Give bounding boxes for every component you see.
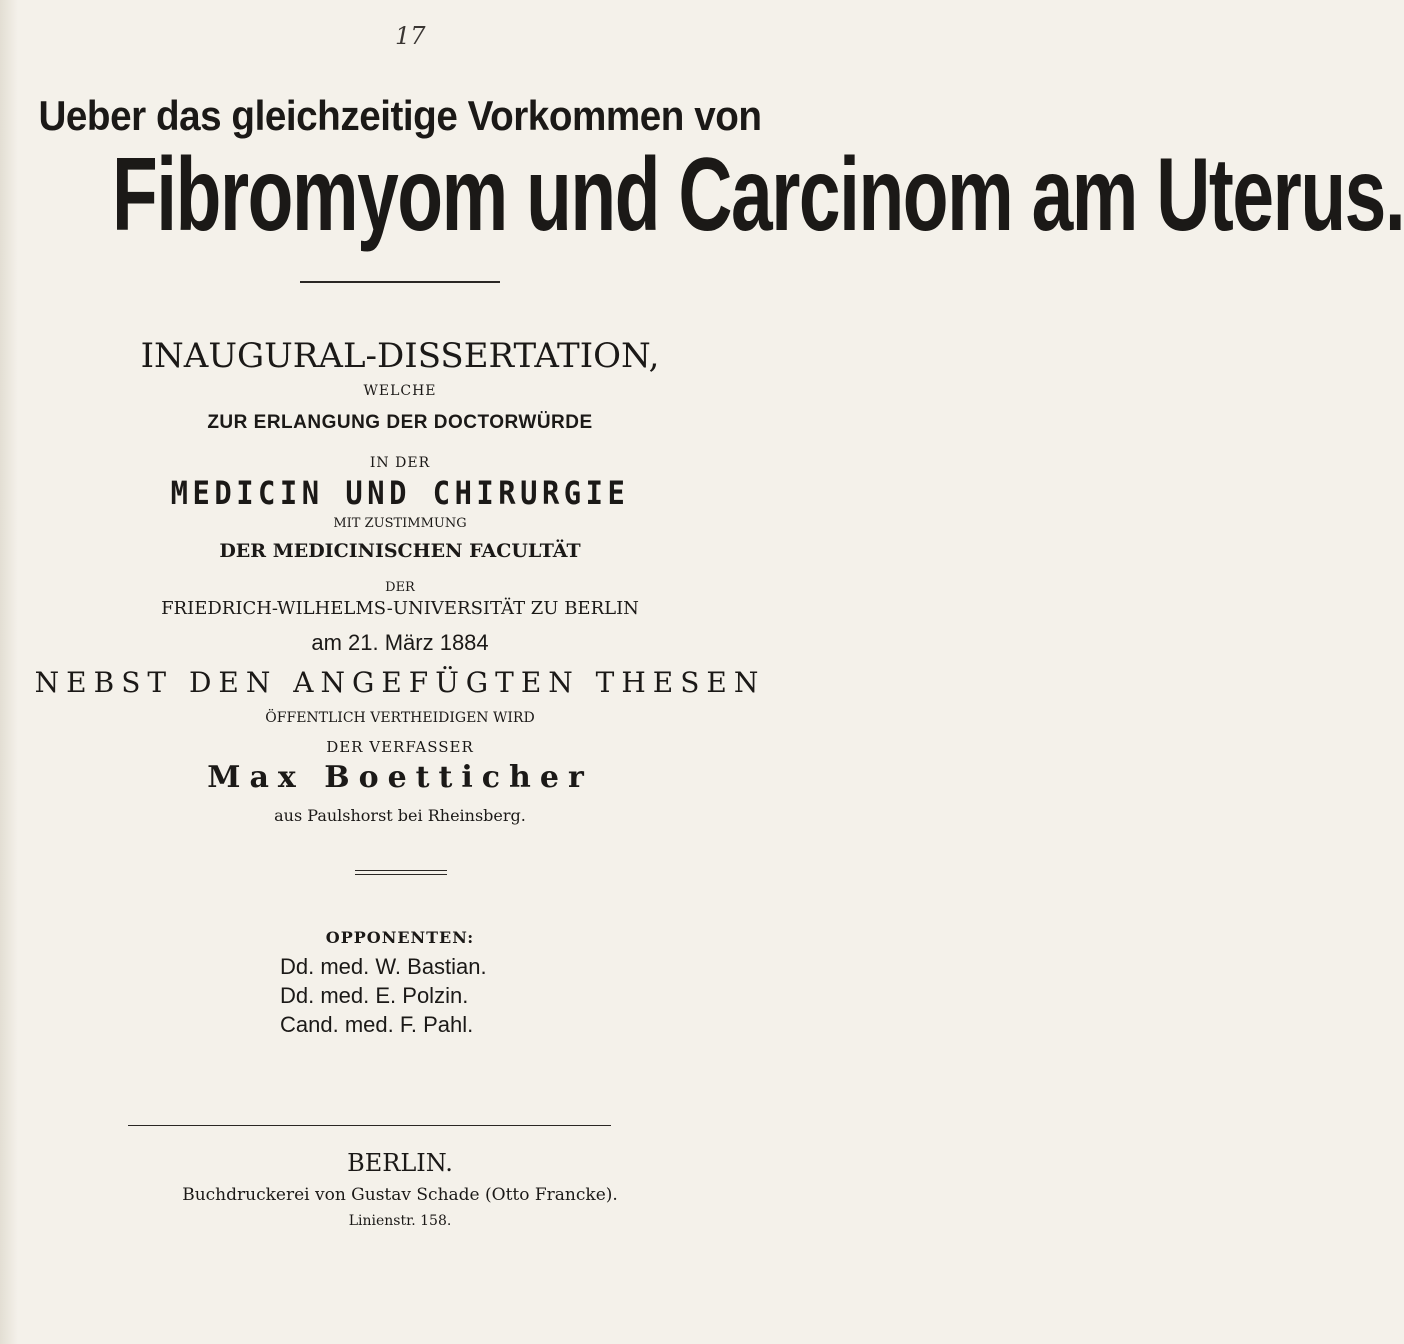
imprint-printer: Buchdruckerei von Gustav Schade (Otto Francke). xyxy=(182,1185,618,1205)
corner-mark: 17 xyxy=(395,22,426,50)
opponent-name: Cand. med. F. Pahl. xyxy=(280,1012,474,1037)
oeffentlich-text: ÖFFENTLICH VERTHEIDIGEN WIRD xyxy=(265,710,535,726)
defense-date: am 21. März 1884 xyxy=(311,630,489,655)
imprint-address: Linienstr. 158. xyxy=(348,1213,452,1229)
double-rule-bottom xyxy=(355,874,447,875)
in-der-text: IN DER xyxy=(369,455,431,471)
faculty-heading: DER MEDICINISCHEN FACULTÄT xyxy=(219,540,581,562)
author-name: Max Boetticher xyxy=(207,760,593,795)
opponents-label: OPPONENTEN: xyxy=(325,928,475,947)
thesen-heading: NEBST DEN ANGEFÜGTEN THESEN xyxy=(34,666,766,699)
welche-text: WELCHE xyxy=(363,383,437,399)
title-line-1: Ueber das gleichzeitige Vorkommen von xyxy=(38,92,762,139)
title-line-2: Fibromyom und Carcinom am Uterus. xyxy=(112,137,1404,253)
title-divider xyxy=(300,281,500,283)
verfasser-text: DER VERFASSER xyxy=(326,738,474,756)
university-name: FRIEDRICH-WILHELMS-UNIVERSITÄT ZU BERLIN xyxy=(161,598,639,619)
opponent-name: Dd. med. W. Bastian. xyxy=(280,954,487,979)
opponent-name: Dd. med. E. Polzin. xyxy=(280,983,469,1008)
imprint-rule xyxy=(128,1125,611,1126)
faculties-heading: MEDICIN UND CHIRURGIE xyxy=(170,474,630,512)
mit-zustimmung-text: MIT ZUSTIMMUNG xyxy=(333,516,467,531)
der-text: DER xyxy=(385,580,415,595)
double-rule-top xyxy=(355,870,447,871)
imprint-city: BERLIN. xyxy=(347,1149,453,1177)
author-origin: aus Paulshorst bei Rheinsberg. xyxy=(274,806,526,825)
opponents-list xyxy=(280,952,487,1039)
zur-erlangung-text: ZUR ERLANGUNG DER DOCTORWÜRDE xyxy=(207,412,593,433)
dissertation-heading: INAUGURAL-DISSERTATION, xyxy=(140,336,660,376)
